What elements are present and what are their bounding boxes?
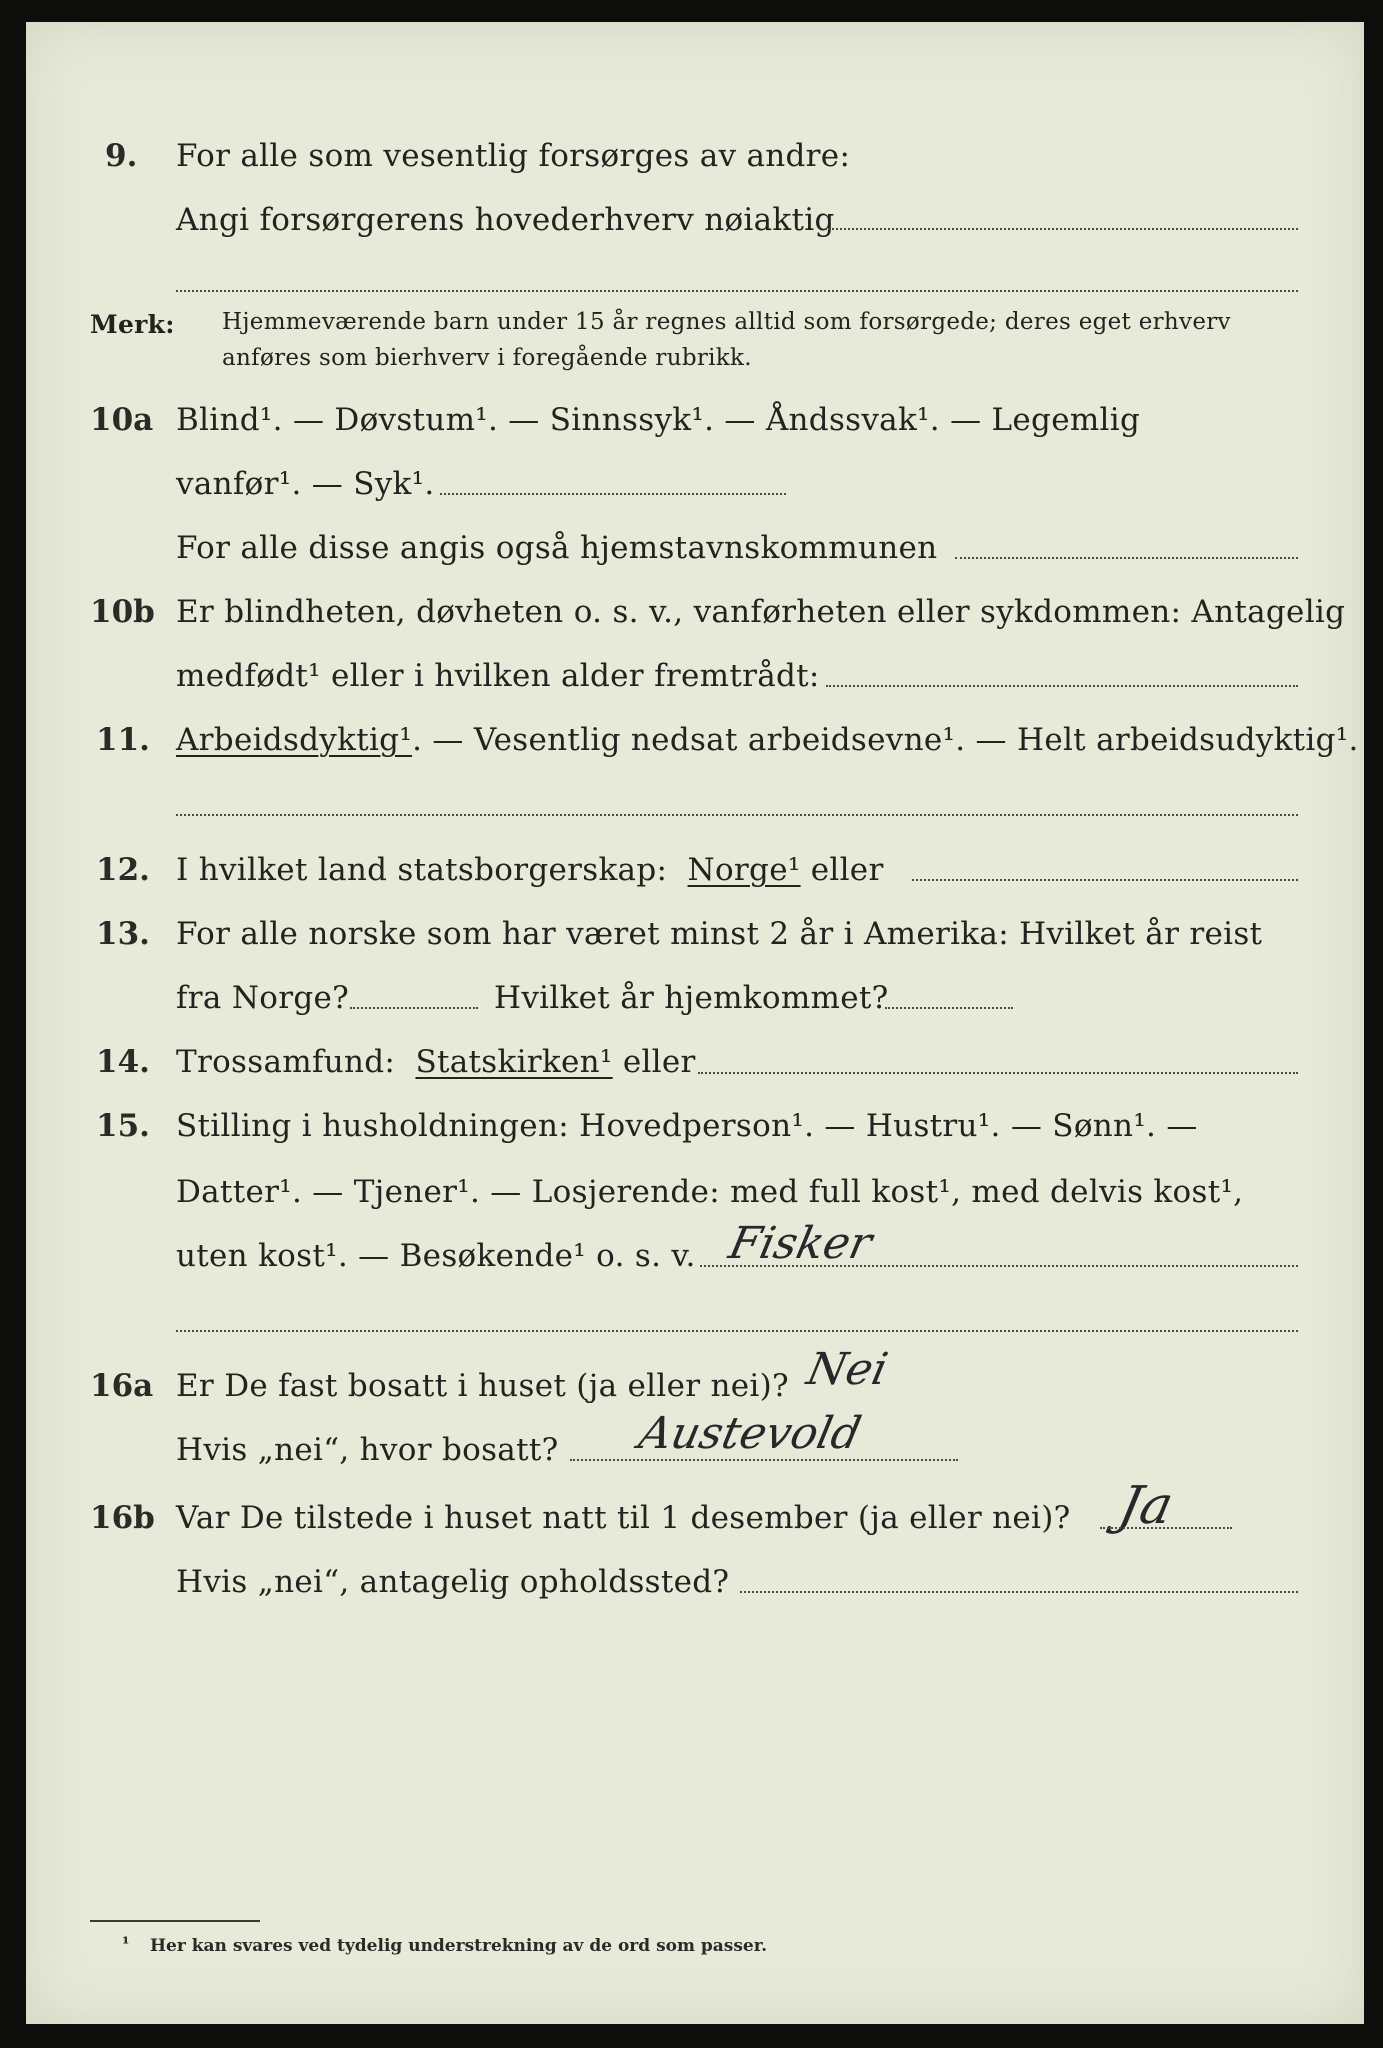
q16b-opholdssted-line[interactable]: [740, 1591, 1298, 1593]
q13-hjemkommet-line[interactable]: [885, 1007, 1013, 1009]
q11-answer-line[interactable]: [176, 814, 1298, 816]
q10b-number: 10b: [90, 594, 155, 630]
q14-number: 14.: [96, 1044, 150, 1080]
q9-line2: Angi forsørgerens hovederhverv nøiaktig: [176, 202, 835, 238]
merk-label: Merk:: [90, 310, 175, 339]
q13-line2b: Hvilket år hjemkommet?: [494, 980, 889, 1016]
q10b-line2: medfødt¹ eller i hvilken alder fremtrådt:: [176, 658, 820, 694]
q16b-line1: Var De tilstede i huset natt til 1 desember (ja eller nei)?: [176, 1500, 1071, 1536]
q12-text: [176, 852, 884, 888]
q14-prefix: Trossamfund:: [176, 1044, 396, 1080]
q9-number: 9.: [105, 138, 138, 174]
q16a-line1: Er De fast bosatt i huset (ja eller nei)?: [176, 1368, 789, 1404]
q10a-line2: vanfør¹. — Syk¹.: [176, 466, 435, 502]
q12-number: 12.: [96, 852, 150, 888]
q10a-line3: For alle disse angis også hjemstavnskommunen: [176, 530, 938, 566]
q11-rest: . — Vesentlig nedsat arbeidsevne¹. — Helt arbeidsudyktig¹.: [412, 722, 1359, 758]
q10a-syk-line[interactable]: [440, 493, 786, 495]
footnote-text: Her kan svares ved tydelig understrekning av de ord som passer.: [150, 1936, 768, 1956]
q16b-handwritten-answer: Ja: [1113, 1476, 1179, 1536]
q15-number: 15.: [96, 1108, 150, 1144]
merk-line1: Hjemmeværende barn under 15 år regnes alltid som forsørgede; deres eget erhverv: [222, 309, 1231, 335]
q10b-line1: Er blindheten, døvheten o. s. v., vanførheten eller sykdommen: Antagelig: [176, 594, 1346, 630]
footnote-mark: ¹: [122, 1934, 130, 1954]
q16a-number: 16a: [90, 1368, 154, 1404]
q15-line2: Datter¹. — Tjener¹. — Losjerende: med full kost¹, med delvis kost¹,: [176, 1174, 1244, 1210]
q11-text: [176, 722, 1359, 758]
q14-text: [176, 1044, 696, 1080]
q16b-line2: Hvis „nei“, antagelig opholdssted?: [176, 1564, 730, 1600]
q13-number: 13.: [96, 916, 150, 952]
q16b-tilstede-line[interactable]: [1100, 1527, 1232, 1529]
q15-handwritten-answer: Fisker: [724, 1218, 877, 1269]
q14-suffix: eller: [622, 1044, 696, 1080]
q15-line1: Stilling i husholdningen: Hovedperson¹. — Hustru¹. — Sønn¹. —: [176, 1108, 1198, 1144]
q9-answer-line-2[interactable]: [176, 290, 1298, 292]
q12-suffix: eller: [810, 852, 884, 888]
q13-line1: For alle norske som har været minst 2 år i Amerika: Hvilket år reist: [176, 916, 1263, 952]
q12-answer-line[interactable]: [912, 879, 1298, 881]
q16a-bosatt-line[interactable]: [570, 1459, 958, 1461]
q14-answer-line[interactable]: [698, 1072, 1298, 1074]
q13-line2a: fra Norge?: [176, 980, 350, 1016]
q10a-hjemstavn-line[interactable]: [955, 557, 1298, 559]
q10b-answer-line[interactable]: [826, 685, 1298, 687]
q13-reist-line[interactable]: [350, 1007, 478, 1009]
merk-line2: anføres som bierhverv i foregående rubrikk.: [222, 345, 752, 371]
q15-answer-line-2[interactable]: [176, 1330, 1298, 1332]
q12-prefix: I hvilket land statsborgerskap:: [176, 852, 668, 888]
q11-underlined-option: Arbeidsdyktig¹: [176, 722, 413, 758]
q9-line1: For alle som vesentlig forsørges av andre:: [176, 138, 851, 174]
q11-number: 11.: [96, 722, 150, 758]
q15-line3: uten kost¹. — Besøkende¹ o. s. v.: [176, 1238, 696, 1274]
q9-answer-line[interactable]: [825, 228, 1298, 230]
q12-underlined-option: Norge¹: [687, 852, 801, 888]
q16a-line2: Hvis „nei“, hvor bosatt?: [176, 1432, 559, 1468]
footnote-rule: [90, 1920, 260, 1922]
q14-underlined-option: Statskirken¹: [415, 1044, 613, 1080]
q16a-handwritten-answer2: Austevold: [634, 1408, 866, 1459]
q16a-handwritten-answer1: Nei: [802, 1344, 893, 1395]
q15-answer-line[interactable]: [700, 1265, 1298, 1267]
q10a-line1: Blind¹. — Døvstum¹. — Sinnssyk¹. — Åndssvak¹. — Legemlig: [176, 402, 1141, 438]
q16b-number: 16b: [90, 1500, 155, 1536]
q10a-number: 10a: [90, 402, 154, 438]
